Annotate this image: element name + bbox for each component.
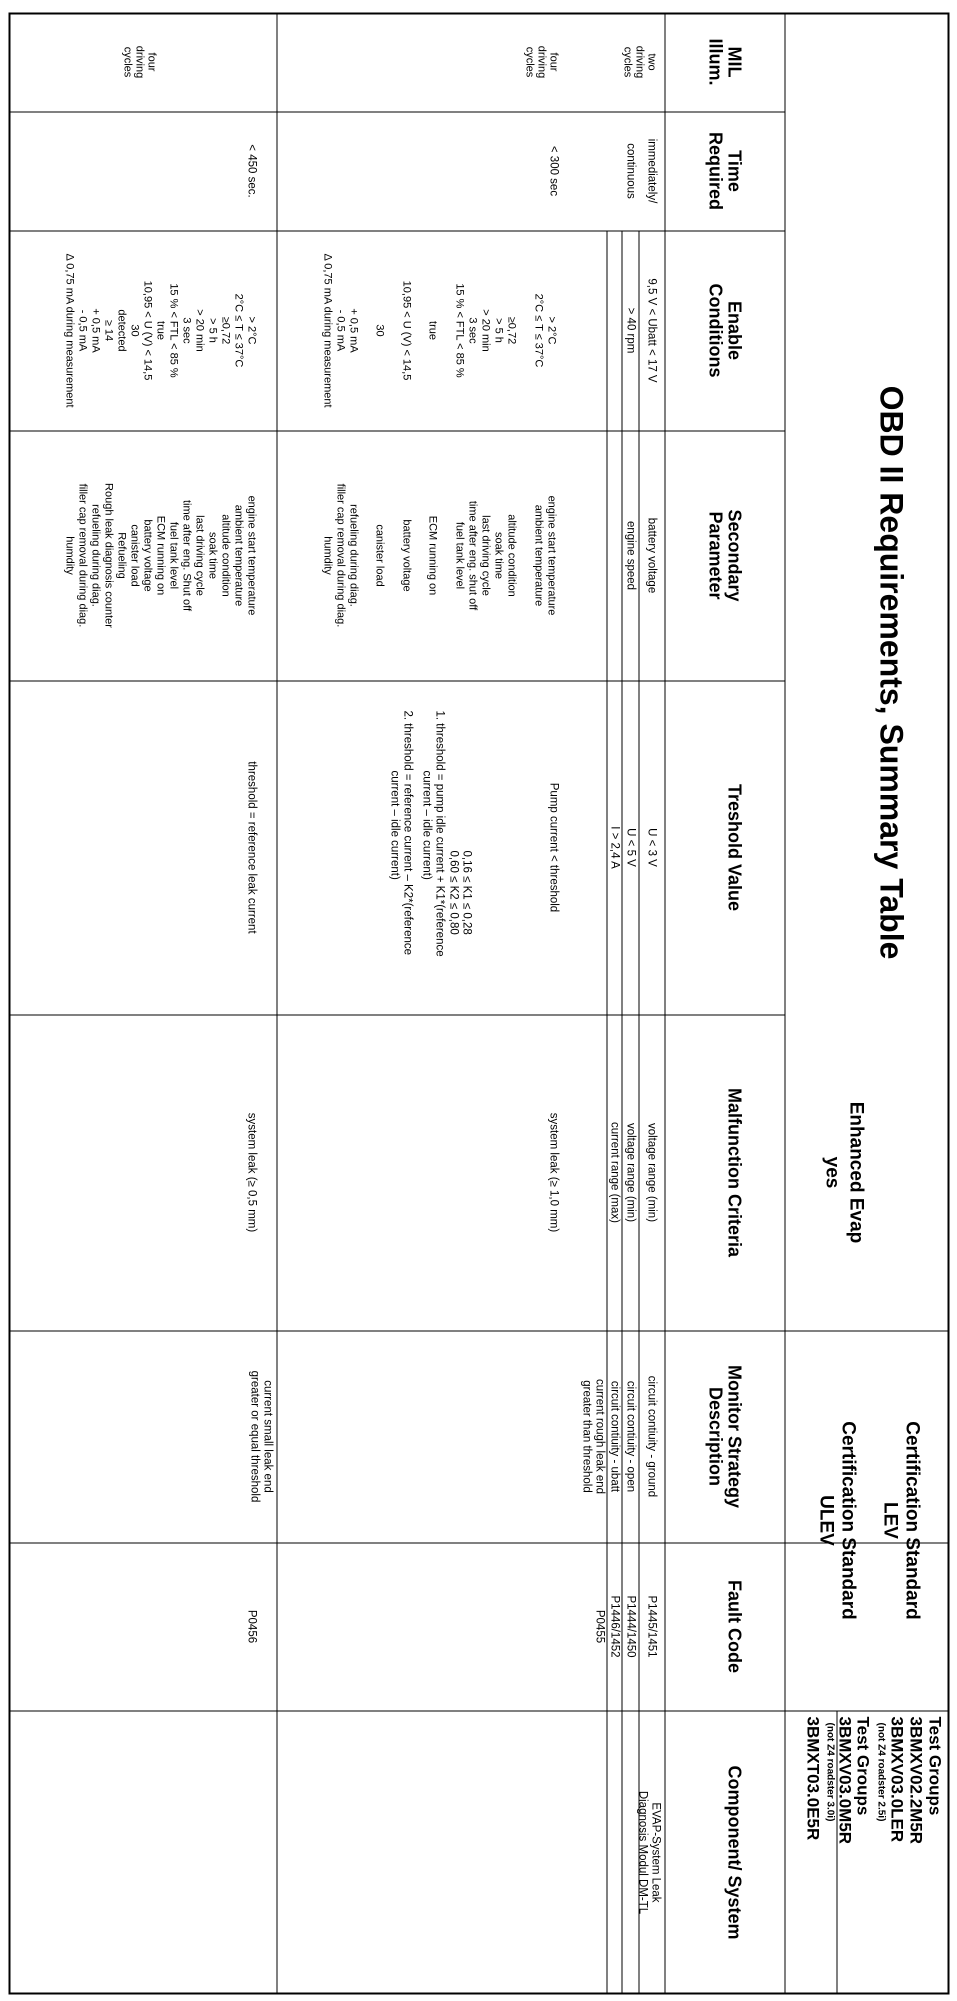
test-group-1: 3BMXV02.2M5R (906, 1716, 925, 1844)
enable-r5-item-3: ≥0,72 (219, 316, 231, 344)
mil-r4-line2: driving (535, 45, 547, 78)
col-header-monitor: Monitor Strategy Description (705, 1364, 744, 1508)
cert-standard-lev-value: LEV (879, 1501, 900, 1539)
enable-r4-item-10: true (426, 320, 439, 340)
secondary-r5-item-3: altitude condition (219, 513, 231, 597)
test-group-3-note: (not Z4 roadster 3.0i) (824, 1722, 835, 1821)
secondary-r4-item-5: soak time (492, 531, 505, 579)
enable-r4-item-8: 15 % < FTL < 85 % (452, 282, 465, 378)
threshold-r2: U < 5 V (624, 827, 636, 867)
test-group-2-note: (not Z4 roadster 2.5i) (875, 1722, 886, 1821)
threshold-r4-t1-line1: 1. threshold = pump idle current + K1*(reference (433, 710, 445, 957)
secondary-r4-item-17: filler cap removal during diag. (333, 483, 346, 627)
enable-r4-item-12: 10,95 < U (V) < 14,5 (399, 280, 412, 380)
cert-standard-lev-label: Certification Standard (901, 1420, 922, 1620)
enable-r4-item-16: + 0,5 mA (347, 307, 359, 353)
enable-r4-item-2: 2°C ≤ T ≤ 37°C (531, 293, 544, 367)
header-divider (784, 12, 785, 1994)
enable-r5-item-10: 30 (128, 323, 140, 337)
malfunction-r2: voltage range (min) (624, 1122, 636, 1222)
secondary-r1: battery voltage (645, 517, 657, 593)
secondary-r5-item-12: Rough leak diagnosis counter (102, 482, 114, 628)
enable-r4-item-6: > 20 min (479, 308, 491, 352)
threshold-r4-t2-line1: 2. threshold = reference current – K2*(reference (401, 710, 413, 955)
threshold-r4-main: Pump current < threshold (547, 782, 559, 912)
fault-code-r5: P0456 (245, 1609, 257, 1643)
mil-r5-line2: driving (133, 45, 145, 78)
secondary-r5-item-2: ambient temperature (232, 504, 244, 606)
enable-r5-item-9: 10,95 < U (V) < 14,5 (141, 280, 153, 380)
col-header-fault-code: Fault Code (724, 1579, 744, 1673)
mil-r5-line3: cycles (121, 46, 133, 77)
secondary-r5-item-6: time after eng. Shut off (180, 499, 192, 611)
threshold-r4-k1: 0,16 ≤ K1 ≤ 0,28 (460, 850, 472, 935)
col-header-malfunction: Malfunction Criteria (724, 1087, 744, 1257)
col-header-component: Component/ System (724, 1764, 744, 1940)
monitor-r4-line1: current rough leak end (593, 1378, 605, 1494)
fault-code-r3: P1446/1452 (608, 1594, 620, 1658)
secondary-r2: engine speed (624, 520, 636, 590)
monitor-r4-line2: greater than threshold (580, 1379, 592, 1493)
enable-r4-item-18: Δ 0,75 mA during measurement (320, 252, 333, 408)
enhanced-evap-value: yes (821, 1156, 842, 1188)
row-divider-2 (621, 230, 622, 1994)
enhanced-evap-label: Enhanced Evap (845, 1101, 866, 1243)
monitor-r1: circuit contiuity - ground (645, 1375, 657, 1497)
col-header-secondary: Secondary Parameter (705, 508, 744, 602)
enable-r5-item-8: true (154, 320, 166, 340)
secondary-r5-item-4: soak time (206, 531, 218, 579)
col-divider-fault (8, 1710, 949, 1711)
time-r5: < 450 sec. (245, 143, 257, 198)
secondary-r4-item-10: ECM running on (426, 515, 439, 595)
secondary-r4-item-8: fuel tank level (452, 521, 465, 589)
test-groups-label-2: Test Groups (853, 1716, 872, 1815)
test-groups-label: Test Groups (925, 1716, 944, 1815)
fault-code-r2: P1444/1450 (624, 1594, 636, 1658)
enable-r4-item-4: ≥0,72 (505, 316, 518, 344)
threshold-r3: I > 2,4 A (608, 825, 620, 869)
secondary-r4-item-7: time after eng. shut off (465, 500, 478, 610)
enable-r4-item-17: - 0,5 mA (333, 309, 346, 351)
col-header-time: Time Required (705, 131, 744, 210)
secondary-r5-item-10: canister load (128, 523, 140, 587)
enable-r4-item-14: 30 (373, 323, 386, 337)
mil-r2-line1: two (645, 52, 657, 71)
secondary-r4-item-18: humdity (320, 535, 333, 575)
secondary-r4-item-1: engine start temperature (545, 495, 557, 615)
enable-r5-item-15: Δ 0,75 mA during measurement (63, 252, 75, 408)
secondary-r5-item-15: humdity (63, 535, 75, 575)
secondary-r5-item-1: engine start temperature (245, 495, 257, 615)
monitor-r5-line2: greater or equal threshold (248, 1370, 260, 1502)
test-group-2: 3BMXV03.0LER (887, 1716, 906, 1842)
enable-r5-item-11: detected (115, 308, 127, 352)
enable-r5-item-14: - 0,5 mA (76, 309, 88, 351)
threshold-r5: threshold = reference leak current (245, 760, 257, 934)
enable-r5-item-5: > 20 min (193, 308, 205, 352)
column-header-divider (664, 12, 665, 1994)
malfunction-r4: system leak (≥ 1,0 mm) (547, 1112, 559, 1232)
time-r4: < 300 sec (547, 145, 559, 196)
enable-r5-item-7: 15 % < FTL < 85 % (167, 282, 179, 378)
enable-r5-item-13: + 0,5 mA (89, 307, 101, 353)
component-module: Diagnosis Modul DM-TL (636, 1790, 648, 1914)
enable-r5-item-1: > 2°C (245, 316, 257, 344)
col-header-enable: Enable Conditions (705, 283, 744, 377)
malfunction-r1: voltage range (min) (645, 1122, 657, 1222)
enable-r5-item-4: > 5 h (206, 317, 218, 343)
time-r1: immediately/ (645, 138, 657, 203)
enable-r4-item-5: > 5 h (492, 317, 505, 343)
secondary-r5-item-13: refueling during diag. (89, 503, 101, 607)
secondary-r4-item-4: altitude condition (505, 513, 518, 597)
malfunction-r3: current range (max) (608, 1121, 620, 1223)
malfunction-r5: system leak (≥ 0,5 mm) (245, 1112, 257, 1232)
enable-r5-item-6: 3 sec (180, 316, 192, 344)
col-header-mil: MIL Illum. (705, 37, 744, 85)
col-divider-threshold (8, 1014, 785, 1015)
component-name: EVAP-System Leak (649, 1801, 661, 1903)
secondary-r5-item-8: ECM running on (154, 515, 166, 595)
enable-r4-item-1: > 2°C (545, 316, 557, 344)
monitor-r2: circuit contiuity - open (624, 1380, 636, 1492)
col-divider-malfunction (8, 1330, 949, 1331)
monitor-r5-line1: current small leak end (261, 1379, 273, 1493)
mil-r5-line1: four (145, 52, 157, 71)
secondary-r5-item-11: Refueling (115, 531, 127, 579)
cert-standard-ulev-value: ULEV (815, 1494, 836, 1546)
secondary-r5-item-5: last driving cycle (193, 514, 205, 596)
fault-code-r1: P1445/1451 (645, 1594, 657, 1658)
mil-r2-line2: driving (633, 45, 645, 78)
secondary-r5-item-7: fuel tank level (167, 521, 179, 589)
secondary-r4-item-16: refueling during diag. (347, 503, 359, 607)
fault-code-r4: P0455 (593, 1609, 605, 1643)
secondary-r4-item-2: ambient temperature (531, 504, 544, 606)
col-divider-monitor (8, 1542, 949, 1543)
mil-r2-line3: cycles (621, 46, 633, 77)
secondary-r4-item-6: last driving cycle (479, 514, 491, 596)
secondary-r5-item-14: filler cap removal during diag. (76, 483, 88, 627)
col-header-threshold: Treshold Value (724, 783, 744, 911)
mil-r4-line1: four (547, 52, 559, 71)
page-title: OBD II Requirements, Summary Table (873, 385, 909, 959)
row-divider-3 (606, 230, 607, 1994)
enable-r1: 9,5 V < Ubatt < 17 V (645, 277, 657, 383)
threshold-r4-k2: 0,60 ≤ K2 ≤ 0,80 (447, 850, 459, 935)
test-group-3: 3BMXV03.0M5R (835, 1716, 854, 1844)
enable-r2: > 40 rpm (624, 307, 636, 353)
monitor-r3: circuit contiuity - ubatt (608, 1380, 620, 1492)
enable-r5-item-12: ≥ 14 (102, 319, 114, 341)
time-r2: continuous (624, 142, 636, 199)
enable-r4-item-7: 3 sec (465, 316, 478, 344)
secondary-r5-item-9: battery voltage (141, 518, 153, 592)
threshold-r4-t2-line2: current – idle current) (388, 770, 400, 880)
mil-r4-line3: cycles (523, 46, 535, 77)
secondary-r4-item-12: battery voltage (399, 518, 412, 592)
cert-standard-ulev-label: Certification Standard (837, 1420, 858, 1620)
threshold-r4-t1-line2: current – idle current) (420, 770, 432, 880)
row-divider-4 (276, 12, 277, 1994)
test-group-4: 3BMXT03.0E5R (803, 1716, 822, 1840)
enable-r5-item-2: 2°C ≤ T ≤ 37°C (232, 293, 244, 367)
threshold-r1: U < 3 V (645, 827, 657, 867)
secondary-r4-item-14: canister load (373, 523, 386, 587)
